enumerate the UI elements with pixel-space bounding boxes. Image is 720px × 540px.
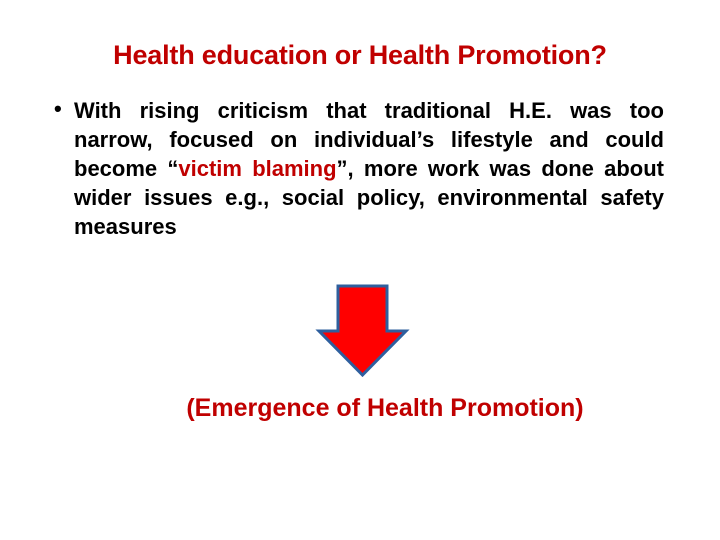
bullet-text-after: ”, more work was done about wider issues e.g., social policy, environmental safety measures: [74, 156, 664, 239]
slide-title: Health education or Health Promotion?: [113, 40, 607, 70]
bullet-item: [46, 96, 664, 241]
bullet-text-before: With rising criticism that traditional H.E. was too narrow, focused on individual’s lifestyle and could become “: [74, 98, 664, 181]
emergence-label: (Emergence of Health Promotion): [186, 394, 584, 422]
down-arrow-icon: [315, 283, 410, 378]
down-arrow-shape: [319, 286, 406, 375]
bullet-marker: •: [54, 96, 62, 121]
bullet-text: [74, 96, 664, 241]
victim-blaming-highlight: victim blaming: [178, 156, 337, 181]
